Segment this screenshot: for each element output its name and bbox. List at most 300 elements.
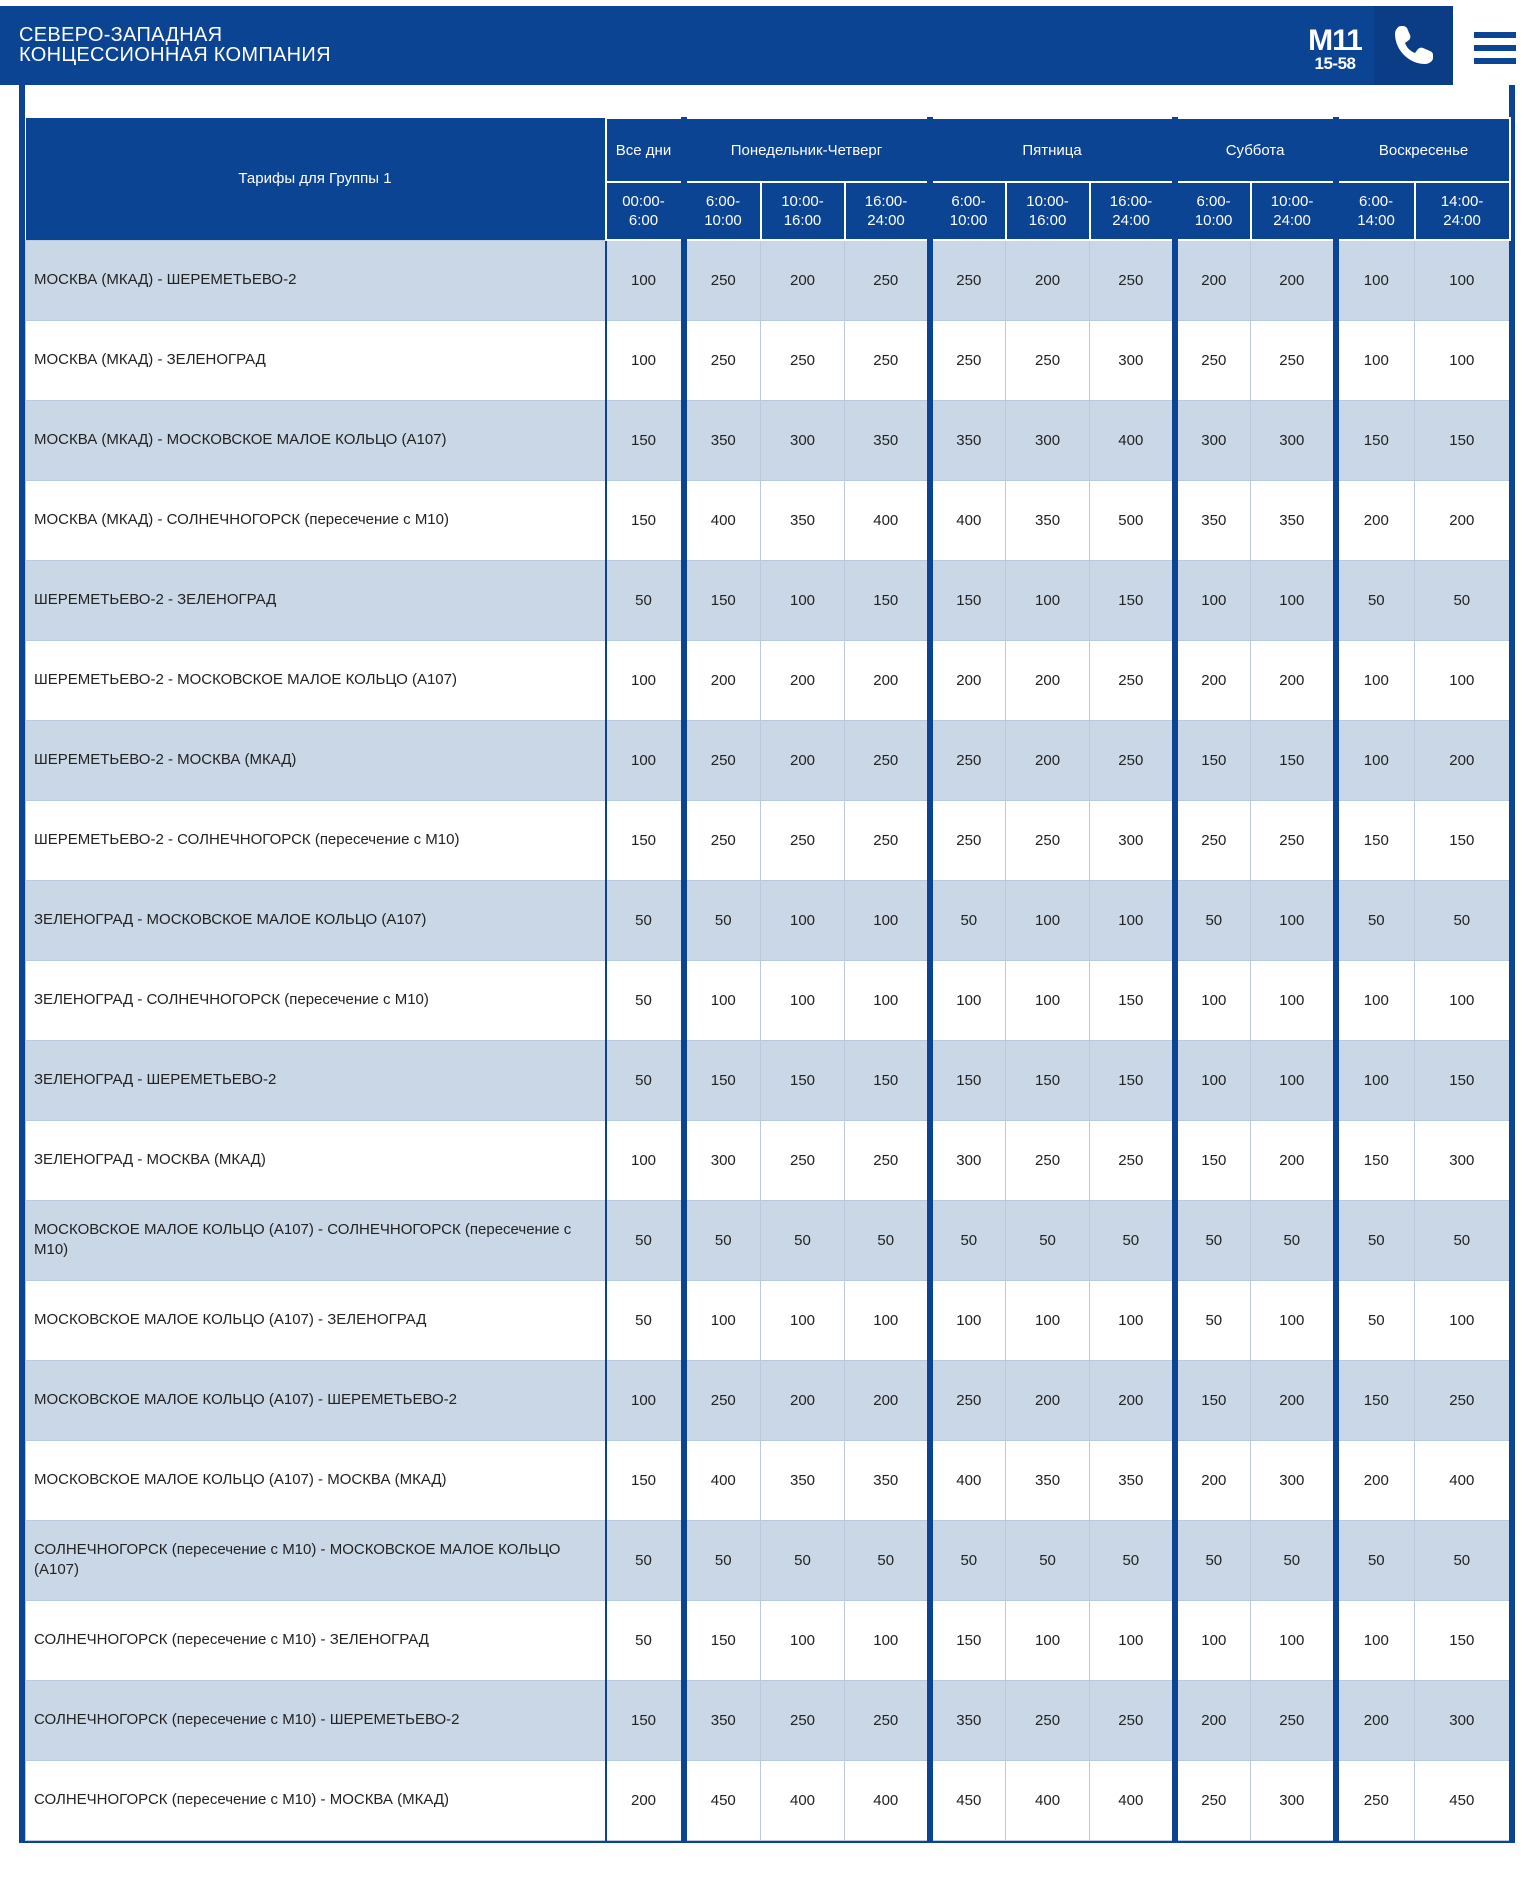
tariff-cell: 250 — [761, 1680, 845, 1760]
tariff-cell: 100 — [1415, 960, 1510, 1040]
time-end: 24:00 — [1273, 212, 1311, 229]
time-end: 10:00 — [949, 212, 988, 229]
tariff-cell: 150 — [1415, 1040, 1510, 1120]
time-header-cell — [1175, 182, 1251, 240]
tariff-cell: 300 — [1415, 1120, 1510, 1200]
tariff-cell: 200 — [1090, 1360, 1175, 1440]
tariff-cell: 50 — [1415, 1520, 1510, 1600]
time-end: 24:00 — [1112, 212, 1150, 229]
tariff-cell: 150 — [845, 560, 930, 640]
table-row — [26, 240, 1510, 320]
tariff-cell: 100 — [1006, 560, 1090, 640]
time-start: 14:00- — [1440, 193, 1484, 210]
tariff-cell: 350 — [845, 1440, 930, 1520]
tariff-cell: 100 — [1251, 560, 1336, 640]
tariff-cell: 200 — [1006, 720, 1090, 800]
tariff-cell: 150 — [1175, 720, 1251, 800]
time-header-cell — [1090, 182, 1175, 240]
route-name: ЗЕЛЕНОГРАД - ШЕРЕМЕТЬЕВО-2 — [26, 1040, 606, 1120]
table-row — [26, 640, 1510, 720]
tariff-cell: 50 — [606, 1200, 684, 1280]
tariff-cell: 400 — [1090, 400, 1175, 480]
route-name: МОСКОВСКОЕ МАЛОЕ КОЛЬЦО (А107) - СОЛНЕЧНОГОРСК (пересечение с М10) — [26, 1200, 606, 1280]
group-header-saturday: Суббота — [1175, 118, 1336, 182]
tariff-cell: 50 — [1006, 1200, 1090, 1280]
table-row — [26, 720, 1510, 800]
tariff-cell: 100 — [1175, 960, 1251, 1040]
tariff-cell: 100 — [845, 1280, 930, 1360]
tariff-cell: 100 — [1251, 960, 1336, 1040]
hamburger-menu-icon — [1474, 58, 1516, 64]
table-row — [26, 1360, 1510, 1440]
time-start: 16:00- — [864, 193, 908, 210]
tariff-cell: 250 — [845, 240, 930, 320]
tariff-cell: 200 — [1336, 1440, 1415, 1520]
tariff-cell: 200 — [761, 240, 845, 320]
route-name: ЗЕЛЕНОГРАД - СОЛНЕЧНОГОРСК (пересечение с М10) — [26, 960, 606, 1040]
tariff-cell: 250 — [845, 1680, 930, 1760]
tariff-cell: 250 — [684, 800, 761, 880]
tariff-cell: 100 — [606, 240, 684, 320]
tariff-cell: 50 — [1336, 1200, 1415, 1280]
route-name: СОЛНЕЧНОГОРСК (пересечение с М10) - ЗЕЛЕНОГРАД — [26, 1600, 606, 1680]
tariff-cell: 100 — [1251, 1040, 1336, 1120]
time-start: 6:00- — [951, 193, 986, 210]
tariff-cell: 50 — [606, 560, 684, 640]
tariff-cell: 450 — [684, 1760, 761, 1840]
tariff-cell: 100 — [1090, 1280, 1175, 1360]
table-row — [26, 480, 1510, 560]
tariff-cell: 300 — [684, 1120, 761, 1200]
time-end: 6:00 — [628, 212, 659, 229]
tariff-cell: 100 — [1336, 240, 1415, 320]
table-row — [26, 1760, 1510, 1840]
time-start: 10:00- — [1026, 193, 1069, 210]
tariff-cell: 400 — [1006, 1760, 1090, 1840]
route-name: ШЕРЕМЕТЬЕВО-2 - СОЛНЕЧНОГОРСК (пересечение с М10) — [26, 800, 606, 880]
tariff-cell: 250 — [1090, 640, 1175, 720]
tariff-cell: 100 — [1415, 320, 1510, 400]
tariff-cell: 50 — [606, 1040, 684, 1120]
time-header-cell — [684, 182, 761, 240]
tariff-cell: 300 — [1006, 400, 1090, 480]
tariff-cell: 100 — [761, 1280, 845, 1360]
route-name: МОСКОВСКОЕ МАЛОЕ КОЛЬЦО (А107) - ЗЕЛЕНОГРАД — [26, 1280, 606, 1360]
tariff-cell: 400 — [684, 480, 761, 560]
tariff-cell: 100 — [1175, 560, 1251, 640]
time-end: 16:00 — [783, 212, 822, 229]
tariff-cell: 250 — [930, 320, 1006, 400]
tariff-cell: 50 — [1090, 1520, 1175, 1600]
tariff-cell: 50 — [606, 1280, 684, 1360]
tariff-cell: 50 — [1175, 880, 1251, 960]
tariff-cell: 100 — [761, 880, 845, 960]
tariff-cell: 100 — [761, 960, 845, 1040]
tariff-cell: 50 — [1415, 880, 1510, 960]
tariff-cell: 200 — [930, 640, 1006, 720]
tariff-cell: 200 — [1251, 240, 1336, 320]
tariff-cell: 50 — [684, 880, 761, 960]
tariff-cell: 50 — [1251, 1520, 1336, 1600]
tariff-cell: 50 — [1090, 1200, 1175, 1280]
tariff-cell: 100 — [1175, 1040, 1251, 1120]
time-start: 16:00- — [1109, 193, 1153, 210]
tariff-cell: 50 — [1415, 560, 1510, 640]
table-row — [26, 1440, 1510, 1520]
tariff-cell: 350 — [845, 400, 930, 480]
tariff-cell: 200 — [845, 1360, 930, 1440]
tariff-cell: 200 — [1006, 1360, 1090, 1440]
tariff-cell: 100 — [1251, 1600, 1336, 1680]
tariff-cell: 50 — [1336, 880, 1415, 960]
tariff-cell: 150 — [1336, 1120, 1415, 1200]
tariff-cell: 200 — [761, 1360, 845, 1440]
menu-button[interactable] — [1453, 6, 1536, 85]
tariff-cell: 400 — [761, 1760, 845, 1840]
tariff-cell: 250 — [930, 240, 1006, 320]
tariff-cell: 200 — [1251, 640, 1336, 720]
tariff-cell: 100 — [930, 960, 1006, 1040]
tariff-cell: 400 — [845, 1760, 930, 1840]
tariff-cell: 250 — [1251, 800, 1336, 880]
tariff-cell: 350 — [1006, 480, 1090, 560]
time-header-cell — [845, 182, 930, 240]
tariff-cell: 250 — [1006, 1680, 1090, 1760]
tariff-cell: 250 — [761, 800, 845, 880]
tariff-cell: 150 — [930, 560, 1006, 640]
tariff-cell: 50 — [606, 1520, 684, 1600]
company-name-line2: КОНЦЕССИОННАЯ КОМПАНИЯ — [19, 44, 331, 66]
tariff-cell: 100 — [1006, 1280, 1090, 1360]
time-header-cell — [1006, 182, 1090, 240]
tariff-cell: 150 — [1175, 1360, 1251, 1440]
table-body — [26, 240, 1510, 1840]
m11-logo-title: М11 — [1308, 24, 1362, 57]
route-name: МОСКВА (МКАД) - МОСКОВСКОЕ МАЛОЕ КОЛЬЦО (А107) — [26, 400, 606, 480]
tariff-cell: 250 — [1175, 800, 1251, 880]
phone-button[interactable] — [1374, 6, 1453, 85]
route-name: МОСКВА (МКАД) - ЗЕЛЕНОГРАД — [26, 320, 606, 400]
group-header-friday: Пятница — [930, 118, 1175, 182]
time-header-cell — [606, 182, 684, 240]
tariff-cell: 100 — [1175, 1600, 1251, 1680]
table-row — [26, 1200, 1510, 1280]
tariff-cell: 200 — [606, 1760, 684, 1840]
tariff-cell: 150 — [684, 1600, 761, 1680]
tariff-cell: 100 — [606, 1120, 684, 1200]
time-end: 10:00 — [704, 212, 742, 229]
tariff-cell: 100 — [1415, 240, 1510, 320]
tariff-cell: 150 — [1415, 400, 1510, 480]
tariff-cell: 50 — [1336, 560, 1415, 640]
table-row — [26, 1280, 1510, 1360]
tariff-cell: 350 — [761, 1440, 845, 1520]
tariff-cell: 450 — [930, 1760, 1006, 1840]
table-row — [26, 560, 1510, 640]
tariff-cell: 150 — [1006, 1040, 1090, 1120]
tariff-cell: 100 — [1336, 960, 1415, 1040]
tariff-cell: 400 — [1415, 1440, 1510, 1520]
tariff-cell: 200 — [1006, 640, 1090, 720]
tariff-cell: 150 — [845, 1040, 930, 1120]
table-row — [26, 960, 1510, 1040]
tariff-cell: 50 — [1175, 1520, 1251, 1600]
tariff-cell: 150 — [1090, 560, 1175, 640]
tariff-cell: 100 — [1090, 880, 1175, 960]
tariff-cell: 150 — [1415, 800, 1510, 880]
tariff-cell: 400 — [845, 480, 930, 560]
tariff-cell: 250 — [1336, 1760, 1415, 1840]
tariff-cell: 100 — [1006, 960, 1090, 1040]
tariff-cell: 100 — [1006, 1600, 1090, 1680]
table-row — [26, 1600, 1510, 1680]
group-header-mon-thu: Понедельник-Четверг — [684, 118, 930, 182]
tariff-cell: 350 — [1251, 480, 1336, 560]
time-start: 6:00- — [1358, 193, 1394, 210]
tariff-cell: 50 — [761, 1520, 845, 1600]
time-end: 10:00 — [1194, 212, 1233, 229]
tariff-cell: 100 — [1090, 1600, 1175, 1680]
tariff-cell: 200 — [1175, 1440, 1251, 1520]
tariff-cell: 250 — [1251, 320, 1336, 400]
tariff-cell: 300 — [1415, 1680, 1510, 1760]
time-end: 24:00 — [1443, 212, 1481, 229]
tariff-cell: 250 — [761, 1120, 845, 1200]
tariff-cell: 350 — [1090, 1440, 1175, 1520]
tariff-cell: 350 — [1175, 480, 1251, 560]
table-row — [26, 1040, 1510, 1120]
tariff-cell: 50 — [1175, 1280, 1251, 1360]
tariff-cell: 150 — [761, 1040, 845, 1120]
tariff-cell: 100 — [1415, 1280, 1510, 1360]
tariff-cell: 250 — [930, 800, 1006, 880]
tariff-cell: 150 — [1090, 960, 1175, 1040]
tariff-cell: 150 — [1415, 1600, 1510, 1680]
m11-logo[interactable] — [1303, 26, 1367, 72]
tariff-cell: 150 — [684, 560, 761, 640]
time-start: 6:00- — [705, 193, 741, 210]
tariff-cell: 300 — [930, 1120, 1006, 1200]
tariff-cell: 250 — [845, 800, 930, 880]
tariff-cell: 300 — [1175, 400, 1251, 480]
tariff-cell: 150 — [930, 1040, 1006, 1120]
tariff-cell: 250 — [684, 240, 761, 320]
tariff-cell: 250 — [1090, 1120, 1175, 1200]
tariff-cell: 250 — [761, 320, 845, 400]
tariff-cell: 50 — [1415, 1200, 1510, 1280]
tariff-cell: 100 — [1336, 1040, 1415, 1120]
tariff-cell: 250 — [1090, 1680, 1175, 1760]
route-name: МОСКВА (МКАД) - ШЕРЕМЕТЬЕВО-2 — [26, 240, 606, 320]
tariff-cell: 150 — [1175, 1120, 1251, 1200]
tariff-cell: 250 — [1090, 720, 1175, 800]
tariff-cell: 200 — [1251, 1360, 1336, 1440]
tariff-cell: 350 — [684, 400, 761, 480]
tariff-cell: 400 — [684, 1440, 761, 1520]
table-row — [26, 320, 1510, 400]
tariff-cell: 250 — [1251, 1680, 1336, 1760]
tariff-cell: 200 — [1336, 1680, 1415, 1760]
tariff-cell: 300 — [761, 400, 845, 480]
table-title: Тарифы для Группы 1 — [26, 118, 606, 240]
tariff-cell: 50 — [1175, 1200, 1251, 1280]
tariff-cell: 50 — [606, 1600, 684, 1680]
tariff-cell: 150 — [1251, 720, 1336, 800]
tariff-cell: 200 — [1175, 640, 1251, 720]
tariff-cell: 100 — [1336, 640, 1415, 720]
time-start: 6:00- — [1196, 193, 1231, 210]
tariff-cell: 100 — [1251, 1280, 1336, 1360]
route-name: ШЕРЕМЕТЬЕВО-2 - МОСКВА (МКАД) — [26, 720, 606, 800]
tariff-cell: 50 — [684, 1520, 761, 1600]
time-start: 10:00- — [781, 193, 824, 210]
tariff-cell: 250 — [930, 1360, 1006, 1440]
company-name[interactable] — [19, 25, 331, 65]
hamburger-menu-icon — [1474, 32, 1516, 38]
tariff-cell: 200 — [1415, 720, 1510, 800]
tariff-cell: 100 — [684, 1280, 761, 1360]
tariff-cell: 300 — [1090, 320, 1175, 400]
tariff-cell: 50 — [930, 1520, 1006, 1600]
time-start: 00:00- — [622, 193, 665, 210]
tariff-cell: 200 — [1006, 240, 1090, 320]
time-start: 10:00- — [1270, 193, 1314, 210]
tariff-cell: 300 — [1251, 1760, 1336, 1840]
route-name: ЗЕЛЕНОГРАД - МОСКОВСКОЕ МАЛОЕ КОЛЬЦО (А107) — [26, 880, 606, 960]
tariff-cell: 150 — [606, 400, 684, 480]
time-end: 16:00 — [1028, 212, 1067, 229]
tariff-cell: 200 — [1415, 480, 1510, 560]
tariff-cell: 200 — [761, 720, 845, 800]
tariff-cell: 150 — [1336, 1360, 1415, 1440]
time-header-cell — [1415, 182, 1510, 240]
tariff-cell: 150 — [606, 480, 684, 560]
tariff-cell: 100 — [845, 880, 930, 960]
tariff-cell: 400 — [930, 480, 1006, 560]
tariff-cell: 100 — [606, 640, 684, 720]
tariff-cell: 350 — [930, 1680, 1006, 1760]
tariff-cell: 200 — [845, 640, 930, 720]
tariff-cell: 150 — [606, 1440, 684, 1520]
tariff-cell: 50 — [1336, 1520, 1415, 1600]
tariff-cell: 200 — [1251, 1120, 1336, 1200]
time-header-cell — [1251, 182, 1336, 240]
tariff-cell: 250 — [1415, 1360, 1510, 1440]
tariff-cell: 150 — [606, 1680, 684, 1760]
tariff-cell: 100 — [1251, 880, 1336, 960]
time-end: 24:00 — [867, 212, 905, 229]
tariff-cell: 50 — [930, 1200, 1006, 1280]
tariff-cell: 50 — [930, 880, 1006, 960]
tariff-cell: 500 — [1090, 480, 1175, 560]
group-header-sunday: Воскресенье — [1336, 118, 1510, 182]
table-row — [26, 1520, 1510, 1600]
route-name: ЗЕЛЕНОГРАД - МОСКВА (МКАД) — [26, 1120, 606, 1200]
tariff-cell: 250 — [684, 1360, 761, 1440]
tariff-cell: 300 — [1090, 800, 1175, 880]
tariff-cell: 200 — [1336, 480, 1415, 560]
time-header-cell — [1336, 182, 1415, 240]
tariff-cell: 300 — [1251, 400, 1336, 480]
company-name-line1: СЕВЕРО-ЗАПАДНАЯ — [19, 24, 223, 46]
tariff-cell: 100 — [1336, 720, 1415, 800]
tariff-cell: 50 — [606, 880, 684, 960]
tariff-cell: 350 — [761, 480, 845, 560]
time-header-cell — [761, 182, 845, 240]
tariff-cell: 150 — [1336, 400, 1415, 480]
tariff-cell: 250 — [845, 720, 930, 800]
route-name: ШЕРЕМЕТЬЕВО-2 - МОСКОВСКОЕ МАЛОЕ КОЛЬЦО (А107) — [26, 640, 606, 720]
tariff-cell: 50 — [1006, 1520, 1090, 1600]
tariff-cell: 350 — [684, 1680, 761, 1760]
tariff-cell: 100 — [606, 1360, 684, 1440]
tariff-cell: 450 — [1415, 1760, 1510, 1840]
route-name: СОЛНЕЧНОГОРСК (пересечение с М10) - МОСКВА (МКАД) — [26, 1760, 606, 1840]
tariff-cell: 400 — [1090, 1760, 1175, 1840]
tariff-cell: 250 — [1175, 320, 1251, 400]
tariff-cell: 100 — [1415, 640, 1510, 720]
tariff-cell: 50 — [1336, 1280, 1415, 1360]
table-row — [26, 1120, 1510, 1200]
tariff-cell: 150 — [606, 800, 684, 880]
tariff-cell: 200 — [1175, 1680, 1251, 1760]
tariff-cell: 250 — [930, 720, 1006, 800]
table-row — [26, 800, 1510, 880]
tariff-cell: 50 — [761, 1200, 845, 1280]
m11-logo-number: 15-58 — [1314, 54, 1356, 73]
group-header-all-days: Все дни — [606, 118, 684, 182]
tariff-cell: 250 — [845, 320, 930, 400]
tariff-cell: 50 — [1251, 1200, 1336, 1280]
phone-icon — [1374, 6, 1453, 85]
tariff-cell: 100 — [1336, 1600, 1415, 1680]
tariff-cell: 150 — [1090, 1040, 1175, 1120]
tariff-cell: 200 — [684, 640, 761, 720]
tariff-table — [25, 117, 1511, 1841]
hamburger-menu-icon — [1474, 45, 1516, 51]
tariff-cell: 100 — [606, 720, 684, 800]
tariff-cell: 150 — [684, 1040, 761, 1120]
tariff-cell: 50 — [684, 1200, 761, 1280]
route-name: ШЕРЕМЕТЬЕВО-2 - ЗЕЛЕНОГРАД — [26, 560, 606, 640]
tariff-cell: 250 — [1006, 320, 1090, 400]
tariff-cell: 350 — [930, 400, 1006, 480]
tariff-cell: 100 — [606, 320, 684, 400]
tariff-cell: 50 — [606, 960, 684, 1040]
tariff-cell: 250 — [845, 1120, 930, 1200]
time-end: 14:00 — [1357, 212, 1395, 229]
time-header-cell — [930, 182, 1006, 240]
table-row — [26, 1680, 1510, 1760]
tariff-cell: 250 — [684, 320, 761, 400]
route-name: МОСКОВСКОЕ МАЛОЕ КОЛЬЦО (А107) - ШЕРЕМЕТЬЕВО-2 — [26, 1360, 606, 1440]
tariff-cell: 250 — [1175, 1760, 1251, 1840]
tariff-cell: 300 — [1251, 1440, 1336, 1520]
route-name: МОСКВА (МКАД) - СОЛНЕЧНОГОРСК (пересечение с М10) — [26, 480, 606, 560]
route-name: СОЛНЕЧНОГОРСК (пересечение с М10) - ШЕРЕМЕТЬЕВО-2 — [26, 1680, 606, 1760]
tariff-cell: 350 — [1006, 1440, 1090, 1520]
tariff-cell: 250 — [684, 720, 761, 800]
top-navigation-bar — [0, 6, 1536, 85]
table-row — [26, 880, 1510, 960]
tariff-cell: 150 — [1336, 800, 1415, 880]
tariff-cell: 150 — [930, 1600, 1006, 1680]
tariff-cell: 250 — [1006, 800, 1090, 880]
route-name: МОСКОВСКОЕ МАЛОЕ КОЛЬЦО (А107) - МОСКВА (МКАД) — [26, 1440, 606, 1520]
tariff-cell: 100 — [1336, 320, 1415, 400]
tariff-cell: 200 — [1175, 240, 1251, 320]
tariff-cell: 100 — [845, 1600, 930, 1680]
